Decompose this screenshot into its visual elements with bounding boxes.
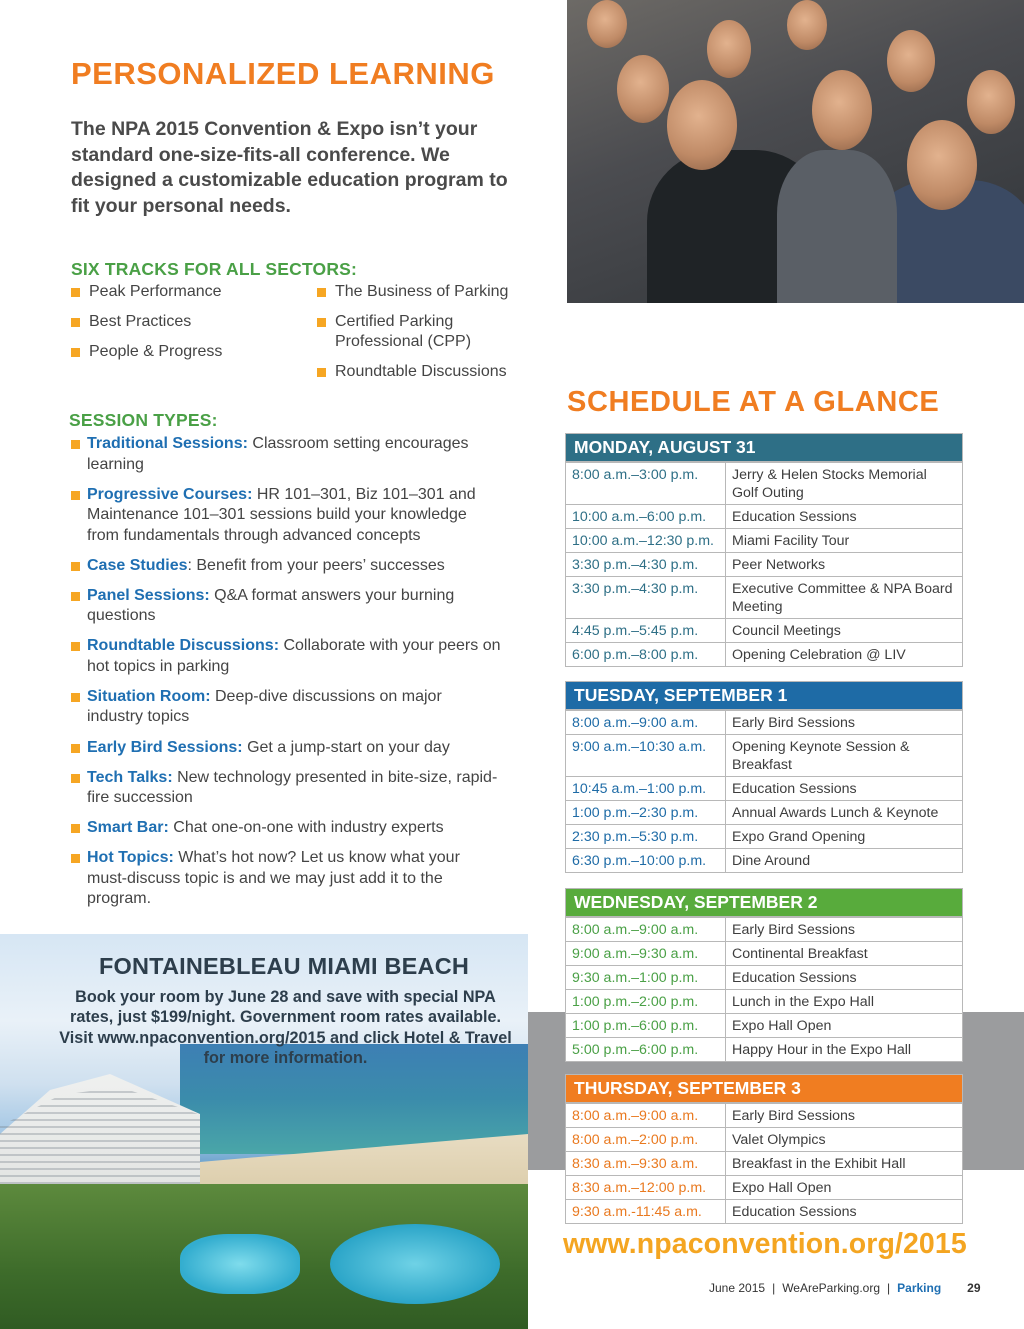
day-header: WEDNESDAY, SEPTEMBER 2 — [565, 888, 963, 917]
schedule-row — [566, 942, 963, 966]
schedule-time: 3:30 p.m.–4:30 p.m. — [566, 577, 726, 619]
schedule-time: 10:00 a.m.–6:00 p.m. — [566, 505, 726, 529]
bullet-square-icon — [71, 288, 80, 297]
session-type-name: Case Studies — [87, 556, 188, 574]
hotel-ad-text: Book your room by June 28 and save with special NPA rates, just $199/night. Government room rates available. Visit www.npaconvention.org/2015 and click Hotel & Travel for more information. — [59, 988, 512, 1067]
schedule-row — [566, 1128, 963, 1152]
session-type-description: What’s hot now? Let us know what your must-discuss topic is and we may just add it to the program. — [87, 849, 460, 908]
session-type-description: Classroom setting encourages learning — [87, 435, 469, 473]
page-headline: PERSONALIZED LEARNING — [71, 56, 495, 91]
schedule-row — [566, 619, 963, 643]
session-type-name: Progressive Courses: — [87, 485, 253, 503]
schedule-row — [566, 1038, 963, 1062]
track-item: Certified Parking Professional (CPP) — [317, 312, 517, 352]
session-types-list — [71, 434, 501, 919]
schedule-row — [566, 1152, 963, 1176]
schedule-time: 6:30 p.m.–10:00 p.m. — [566, 849, 726, 873]
bullet-square-icon — [71, 348, 80, 357]
schedule-time: 8:00 a.m.–3:00 p.m. — [566, 463, 726, 505]
schedule-time: 10:00 a.m.–12:30 p.m. — [566, 529, 726, 553]
schedule-table — [565, 462, 963, 667]
schedule-event: Expo Grand Opening — [726, 825, 963, 849]
session-type-name: Situation Room: — [87, 687, 211, 705]
schedule-row — [566, 1176, 963, 1200]
session-type-name: Smart Bar: — [87, 819, 169, 837]
bullet-square-icon — [71, 642, 80, 651]
session-type-item — [71, 818, 501, 839]
schedule-row — [566, 505, 963, 529]
session-type-item — [71, 485, 501, 547]
bullet-square-icon — [317, 288, 326, 297]
schedule-time: 1:00 p.m.–2:30 p.m. — [566, 801, 726, 825]
schedule-event: Council Meetings — [726, 619, 963, 643]
schedule-event: Valet Olympics — [726, 1128, 963, 1152]
schedule-time: 10:45 a.m.–1:00 p.m. — [566, 777, 726, 801]
intro-paragraph: The NPA 2015 Convention & Expo isn’t your standard one-size-fits-all conference. We designed a customizable education program to fit your personal needs. — [71, 118, 508, 217]
session-type-item — [71, 848, 501, 910]
schedule-time: 4:45 p.m.–5:45 p.m. — [566, 619, 726, 643]
schedule-event: Happy Hour in the Expo Hall — [726, 1038, 963, 1062]
schedule-row — [566, 849, 963, 873]
session-type-description: Get a jump-start on your day — [242, 738, 450, 756]
schedule-time: 8:00 a.m.–9:00 a.m. — [566, 1104, 726, 1128]
session-type-name: Panel Sessions: — [87, 586, 210, 604]
pool-shape — [330, 1224, 500, 1304]
day-header: TUESDAY, SEPTEMBER 1 — [565, 681, 963, 710]
bullet-square-icon — [71, 774, 80, 783]
bullet-square-icon — [71, 854, 80, 863]
day-header: MONDAY, AUGUST 31 — [565, 433, 963, 462]
schedule-tuesday — [565, 681, 963, 873]
session-type-name: Hot Topics: — [87, 849, 174, 867]
schedule-row — [566, 735, 963, 777]
audience-photo — [567, 0, 1024, 303]
tracks-heading: SIX TRACKS FOR ALL SECTORS: — [71, 259, 358, 279]
session-type-item — [71, 556, 501, 577]
schedule-event: Early Bird Sessions — [726, 711, 963, 735]
schedule-time: 3:30 p.m.–4:30 p.m. — [566, 553, 726, 577]
session-type-name: Traditional Sessions: — [87, 435, 248, 452]
schedule-thursday — [565, 1074, 963, 1224]
track-item: Roundtable Discussions — [317, 362, 517, 382]
session-type-description: Q&A format answers your burning questions — [87, 586, 455, 625]
session-type-item — [71, 636, 501, 677]
day-header: THURSDAY, SEPTEMBER 3 — [565, 1074, 963, 1103]
bullet-square-icon — [71, 744, 80, 753]
schedule-event: Early Bird Sessions — [726, 918, 963, 942]
schedule-row — [566, 463, 963, 505]
schedule-time: 1:00 p.m.–6:00 p.m. — [566, 1014, 726, 1038]
tracks-left-column — [71, 282, 301, 372]
schedule-event: Opening Keynote Session & Breakfast — [726, 735, 963, 777]
schedule-event: Expo Hall Open — [726, 1176, 963, 1200]
hotel-ad-title: FONTAINEBLEAU MIAMI BEACH — [98, 953, 470, 979]
schedule-time: 8:00 a.m.–9:00 a.m. — [566, 918, 726, 942]
bullet-square-icon — [71, 693, 80, 702]
convention-url[interactable]: www.npaconvention.org/2015 — [563, 1228, 967, 1260]
schedule-row — [566, 577, 963, 619]
bullet-square-icon — [317, 368, 326, 377]
session-type-description: Chat one-on-one with industry experts — [168, 819, 444, 837]
schedule-monday — [565, 433, 963, 667]
page-footer — [709, 1281, 981, 1295]
schedule-time: 8:00 a.m.–2:00 p.m. — [566, 1128, 726, 1152]
schedule-table — [565, 1103, 963, 1224]
bullet-square-icon — [71, 440, 80, 449]
bullet-square-icon — [71, 824, 80, 833]
pool-shape — [180, 1234, 300, 1294]
schedule-time: 1:00 p.m.–2:00 p.m. — [566, 990, 726, 1014]
schedule-row — [566, 825, 963, 849]
schedule-time: 6:00 p.m.–8:00 p.m. — [566, 643, 726, 667]
session-type-item — [71, 434, 501, 475]
schedule-row — [566, 711, 963, 735]
schedule-time: 9:30 a.m.-11:45 a.m. — [566, 1200, 726, 1224]
schedule-row — [566, 777, 963, 801]
session-type-description: : Benefit from your peers’ successes — [187, 556, 445, 574]
schedule-event: Executive Committee & NPA Board Meeting — [726, 577, 963, 619]
session-type-description: HR 101–301, Biz 101–301 and Maintenance 101–301 sessions build your knowledge from fundamentals through advanced concepts — [87, 485, 476, 544]
schedule-row — [566, 918, 963, 942]
schedule-event: Expo Hall Open — [726, 1014, 963, 1038]
session-type-item — [71, 687, 501, 728]
schedule-time: 2:30 p.m.–5:30 p.m. — [566, 825, 726, 849]
schedule-event: Education Sessions — [726, 505, 963, 529]
bullet-square-icon — [71, 592, 80, 601]
schedule-row — [566, 1104, 963, 1128]
schedule-event: Education Sessions — [726, 777, 963, 801]
track-item: People & Progress — [71, 342, 301, 362]
schedule-time: 8:30 a.m.–9:30 a.m. — [566, 1152, 726, 1176]
schedule-time: 8:00 a.m.–9:00 a.m. — [566, 711, 726, 735]
schedule-event: Miami Facility Tour — [726, 529, 963, 553]
schedule-time: 9:00 a.m.–9:30 a.m. — [566, 942, 726, 966]
schedule-event: Lunch in the Expo Hall — [726, 990, 963, 1014]
track-item: The Business of Parking — [317, 282, 517, 302]
schedule-event: Education Sessions — [726, 966, 963, 990]
bullet-square-icon — [71, 562, 80, 571]
session-types-heading: SESSION TYPES: — [69, 410, 218, 430]
schedule-event: Jerry & Helen Stocks Memorial Golf Outing — [726, 463, 963, 505]
schedule-time: 5:00 p.m.–6:00 p.m. — [566, 1038, 726, 1062]
footer-brand: Parking — [897, 1281, 942, 1295]
schedule-table — [565, 710, 963, 873]
session-type-item — [71, 586, 501, 627]
schedule-row — [566, 553, 963, 577]
schedule-row — [566, 1014, 963, 1038]
footer-separator: | — [772, 1281, 776, 1295]
session-type-description: New technology presented in bite-size, rapid-fire succession — [87, 768, 498, 807]
session-type-name: Roundtable Discussions: — [87, 637, 280, 655]
schedule-event: Opening Celebration @ LIV — [726, 643, 963, 667]
schedule-row — [566, 529, 963, 553]
footer-date: June 2015 — [709, 1281, 766, 1295]
session-type-name: Tech Talks: — [87, 768, 173, 786]
schedule-row — [566, 1200, 963, 1224]
schedule-wednesday — [565, 888, 963, 1062]
tracks-right-column — [317, 282, 517, 392]
footer-separator: | — [887, 1281, 891, 1295]
bullet-square-icon — [71, 491, 80, 500]
session-type-item — [71, 738, 501, 759]
schedule-event: Continental Breakfast — [726, 942, 963, 966]
schedule-event: Breakfast in the Exhibit Hall — [726, 1152, 963, 1176]
schedule-event: Education Sessions — [726, 1200, 963, 1224]
schedule-row — [566, 990, 963, 1014]
schedule-time: 9:00 a.m.–10:30 a.m. — [566, 735, 726, 777]
schedule-table — [565, 917, 963, 1062]
session-type-description: Collaborate with your peers on hot topics in parking — [87, 637, 501, 675]
page-number: 29 — [967, 1281, 981, 1295]
session-type-description: Deep-dive discussions on major industry topics — [87, 687, 442, 726]
bullet-square-icon — [317, 318, 326, 327]
schedule-event: Dine Around — [726, 849, 963, 873]
schedule-row — [566, 643, 963, 667]
schedule-time: 9:30 a.m.–1:00 p.m. — [566, 966, 726, 990]
schedule-row — [566, 801, 963, 825]
track-item: Peak Performance — [71, 282, 301, 302]
bullet-square-icon — [71, 318, 80, 327]
schedule-row — [566, 966, 963, 990]
track-item: Best Practices — [71, 312, 301, 332]
schedule-event: Early Bird Sessions — [726, 1104, 963, 1128]
schedule-time: 8:30 a.m.–12:00 p.m. — [566, 1176, 726, 1200]
footer-site: WeAreParking.org — [782, 1281, 881, 1295]
schedule-event: Peer Networks — [726, 553, 963, 577]
schedule-title: SCHEDULE AT A GLANCE — [567, 386, 940, 418]
session-type-item — [71, 768, 501, 809]
session-type-name: Early Bird Sessions: — [87, 738, 243, 756]
schedule-event: Annual Awards Lunch & Keynote — [726, 801, 963, 825]
